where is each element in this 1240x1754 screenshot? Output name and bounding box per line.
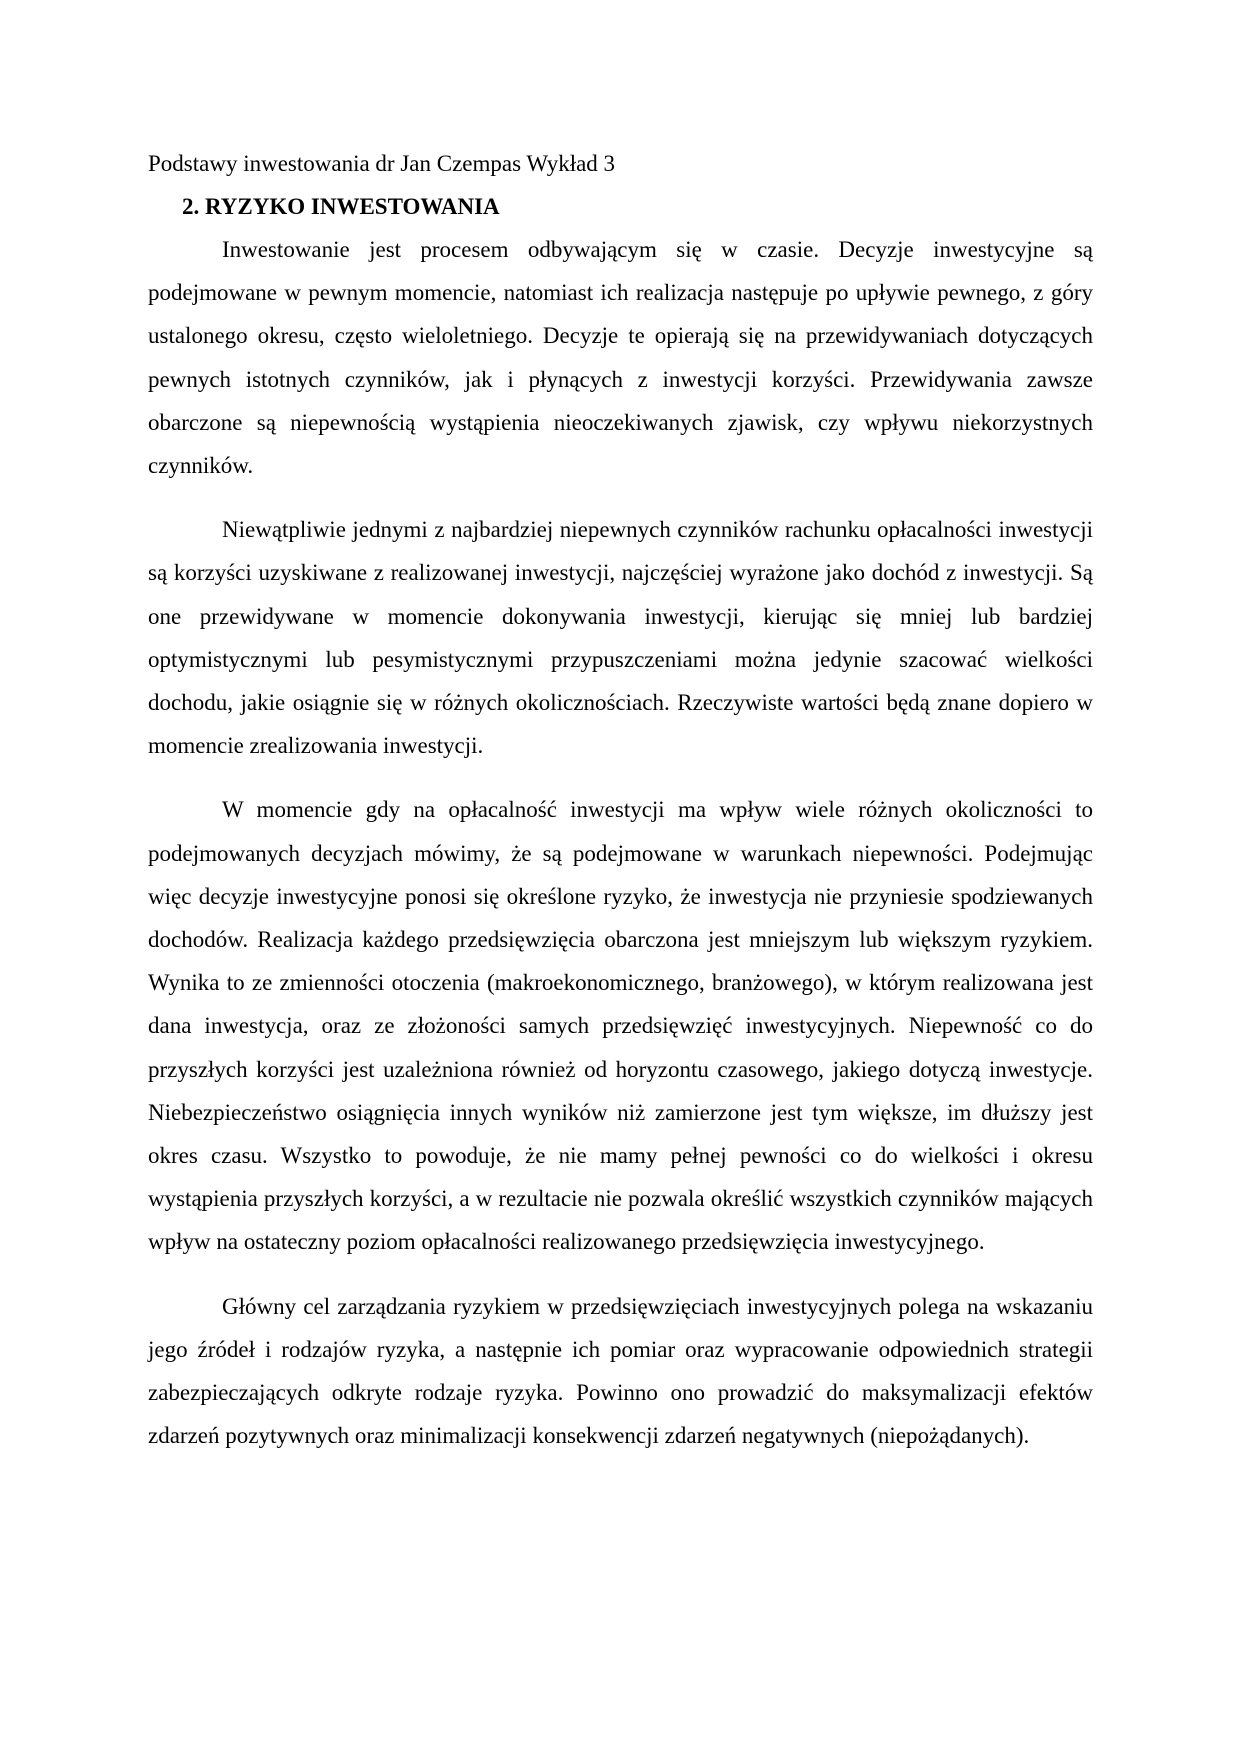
paragraph-3: W momencie gdy na opłacalność inwestycji ma wpływ wiele różnych okoliczności to podejmowanych decyzjach mówimy, że są podejmowane w warunkach niepewności. Podejmując więc decyzje inwestycyjne ponosi się określone ryzyko, że inwestycja nie przyniesie spodziewanych dochodów. Realizacja każdego przedsięwzięcia obarczona jest mniejszym lub większym ryzykiem. Wynika to ze zmienności otoczenia (makroekonomicznego, branżowego), w którym realizowana jest dana inwestycja, oraz ze złożoności samych przedsięwzięć inwestycyjnych. Niepewność co do przyszłych korzyści jest uzależniona również od horyzontu czasowego, jakiego dotyczą inwestycje. Niebezpieczeństwo osiągnięcia innych wyników niż zamierzone jest tym większe, im dłuższy jest okres czasu. Wszystko to powoduje, że nie mamy pełnej pewności co do wielkości i okresu wystąpienia przyszłych korzyści, a w rezultacie nie pozwala określić wszystkich czynników mających wpływ na ostateczny poziom opłacalności realizowanego przedsięwzięcia inwestycyjnego. — [148, 797, 1093, 1255]
section-heading: 2. RYZYKO INWESTOWANIA — [182, 194, 500, 219]
document-header: Podstawy inwestowania dr Jan Czempas Wykład 3 — [148, 151, 616, 176]
paragraph-2: Niewątpliwie jednymi z najbardziej niepewnych czynników rachunku opłacalności inwestycji są korzyści uzyskiwane z realizowanej inwestycji, najczęściej wyrażone jako dochód z inwestycji. Są one przewidywane w momencie dokonywania inwestycji, kierując się mniej lub bardziej optymistycznymi lub pesymistycznymi przypuszczeniami można jedynie szacować wielkości dochodu, jakie osiągnie się w różnych okolicznościach. Rzeczywiste wartości będą znane dopiero w momencie zrealizowania inwestycji. — [148, 517, 1093, 759]
paragraph-1: Inwestowanie jest procesem odbywającym się w czasie. Decyzje inwestycyjne są podejmowane w pewnym momencie, natomiast ich realizacja następuje po upływie pewnego, z góry ustalonego okresu, często wieloletniego. Decyzje te opierają się na przewidywaniach dotyczących pewnych istotnych czynników, jak i płynących z inwestycji korzyści. Przewidywania zawsze obarczone są niepewnością wystąpienia nieoczekiwanych zjawisk, czy wpływu niekorzystnych czynników. — [148, 237, 1093, 479]
document-page — [148, 142, 1093, 1457]
paragraph-4: Główny cel zarządzania ryzykiem w przedsięwzięciach inwestycyjnych polega na wskazaniu jego źródeł i rodzajów ryzyka, a następnie ich pomiar oraz wypracowanie odpowiednich strategii zabezpieczających odkryte rodzaje ryzyka. Powinno ono prowadzić do maksymalizacji efektów zdarzeń pozytywnych oraz minimalizacji konsekwencji zdarzeń negatywnych (niepożądanych). — [148, 1293, 1093, 1449]
